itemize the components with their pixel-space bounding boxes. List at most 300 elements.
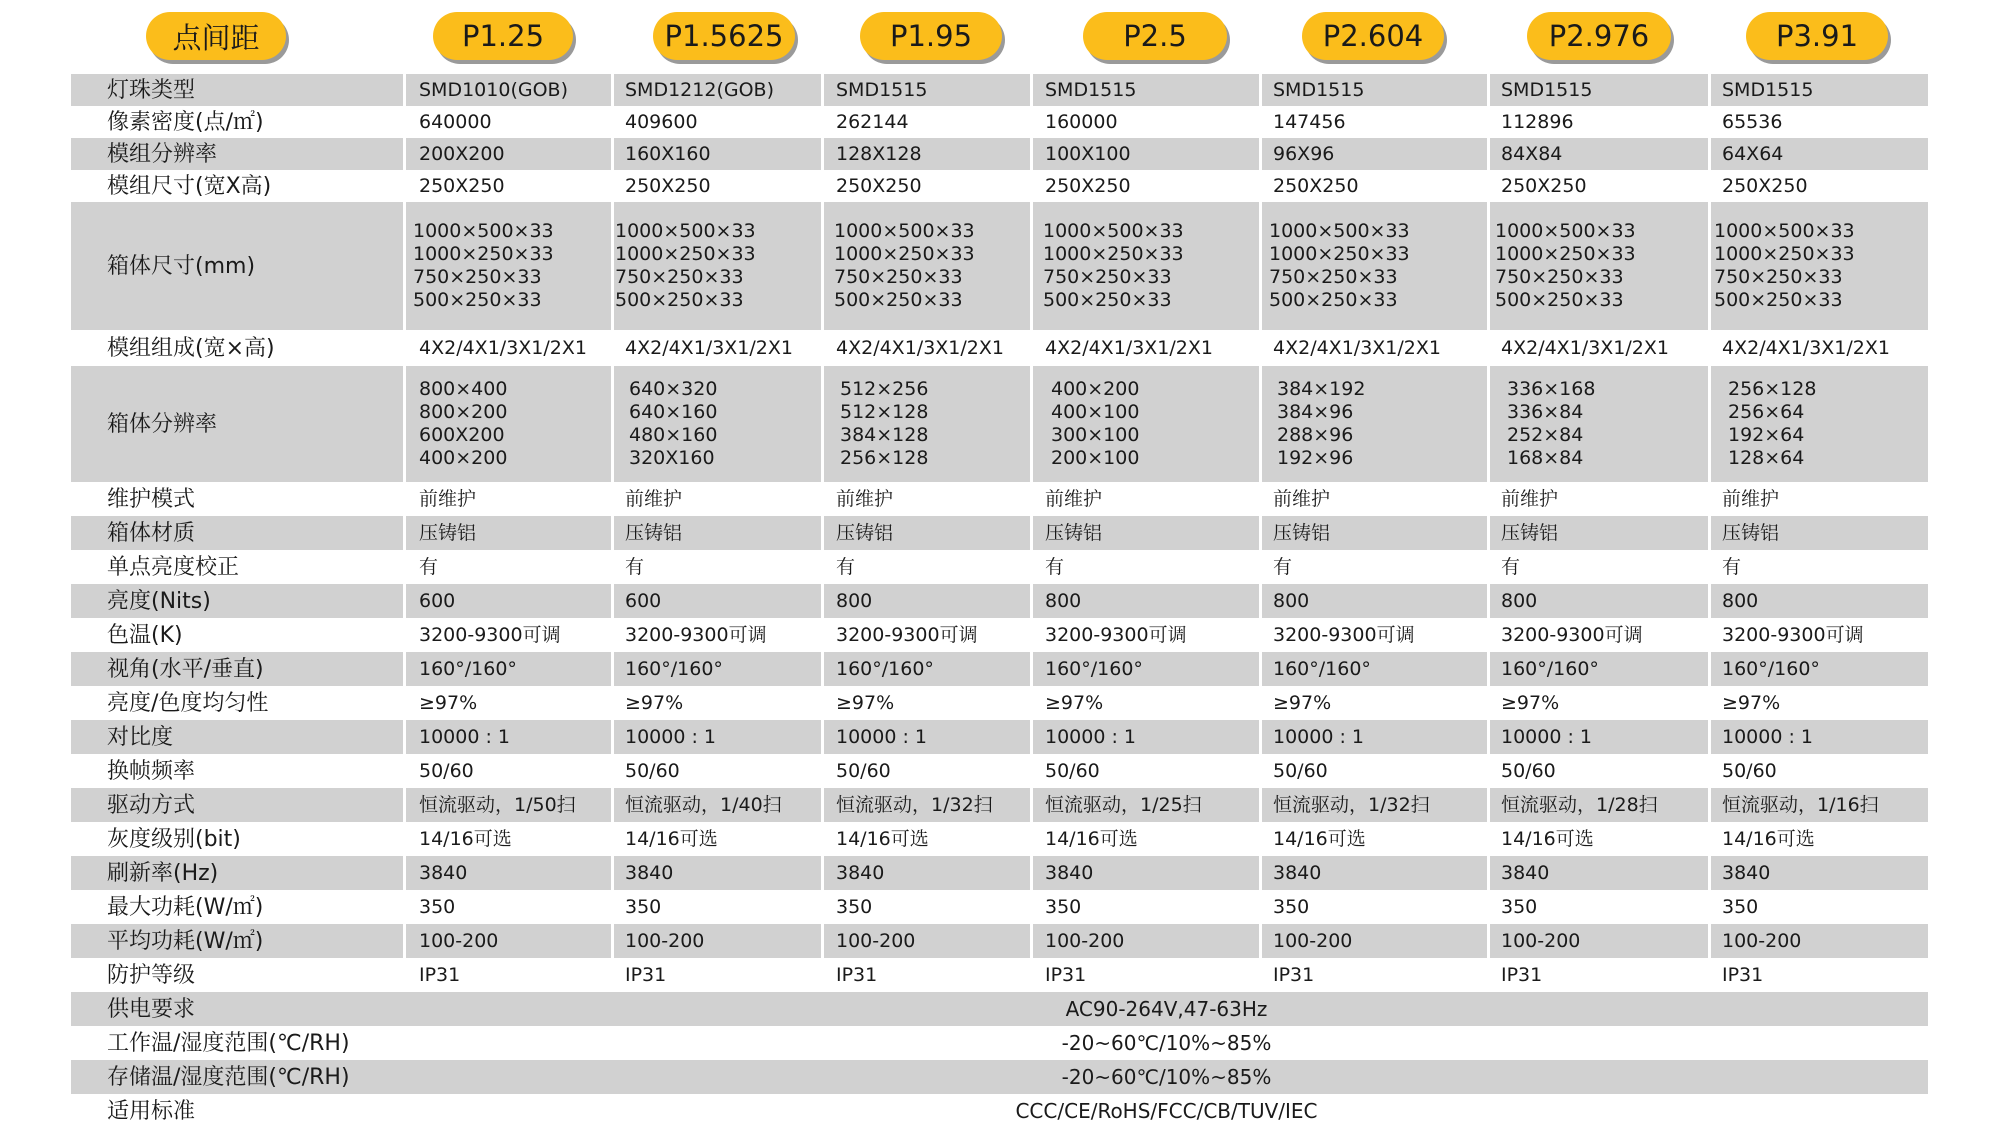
value-cell: 100-200	[625, 929, 705, 952]
value-line: 750×250×33	[834, 266, 963, 288]
value-cell: 350	[1501, 895, 1538, 918]
value-cell: 4X2/4X1/3X1/2X1	[1273, 336, 1441, 359]
value-cell: 160000	[1045, 110, 1118, 133]
value-cell: 3200-9300可调	[1501, 623, 1643, 646]
row-label: 适用标准	[107, 1098, 196, 1124]
column-divider	[1030, 584, 1033, 618]
spec-row	[71, 992, 1928, 1026]
column-divider	[403, 516, 406, 550]
value-line: 1000×250×33	[1714, 243, 1855, 265]
column-divider	[1708, 366, 1711, 482]
pitch-pill-5: P2.976	[1527, 12, 1671, 60]
column-divider	[821, 516, 824, 550]
value-cell: 14/16可选	[836, 827, 929, 850]
column-divider	[403, 652, 406, 686]
value-cell: 3840	[836, 861, 885, 884]
value-cell: 4X2/4X1/3X1/2X1	[1045, 336, 1213, 359]
spec-row	[71, 924, 1928, 958]
value-cell: 350	[1722, 895, 1759, 918]
value-cell: 10000 : 1	[1273, 725, 1365, 748]
value-line: 500×250×33	[1495, 289, 1624, 311]
column-divider	[1708, 202, 1711, 330]
row-label: 单点亮度校正	[107, 554, 240, 580]
value-line: 1000×500×33	[1043, 220, 1184, 242]
value-cell: 128X128	[836, 142, 922, 165]
value-cell: 350	[1045, 895, 1082, 918]
spec-row	[71, 822, 1928, 856]
row-label: 箱体材质	[107, 520, 196, 546]
value-cell: IP31	[625, 963, 667, 986]
value-cell: 100-200	[419, 929, 499, 952]
value-cell: 250X250	[419, 174, 505, 197]
value-cell: 100X100	[1045, 142, 1131, 165]
pitch-pill-4: P2.604	[1302, 12, 1444, 60]
value-cell: 600	[625, 589, 662, 612]
column-divider	[611, 856, 614, 890]
value-cell: 14/16可选	[1722, 827, 1815, 850]
row-label: 存储温/湿度范围(℃/RH)	[71, 1060, 405, 1094]
value-cell: 4X2/4X1/3X1/2X1	[419, 336, 587, 359]
column-divider	[611, 138, 614, 170]
value-cell	[840, 366, 928, 482]
column-divider	[1487, 584, 1490, 618]
value-cell: 3840	[625, 861, 674, 884]
value-cell: 前维护	[1045, 487, 1103, 510]
value-cell: ≥97%	[1273, 691, 1332, 714]
value-cell: 10000 : 1	[1501, 725, 1593, 748]
column-divider	[821, 74, 824, 106]
spec-row	[71, 1026, 1928, 1060]
row-label: 箱体尺寸(mm)	[107, 253, 256, 279]
value-cell: 3840	[419, 861, 468, 884]
spec-row	[71, 958, 1928, 992]
value-line: 800×200	[419, 401, 508, 423]
column-divider	[611, 366, 614, 482]
value-cell: 50/60	[625, 759, 680, 782]
row-label: 亮度/色度均匀性	[107, 690, 269, 716]
value-cell: 84X84	[1501, 142, 1563, 165]
value-line: 1000×250×33	[1269, 243, 1410, 265]
value-cell: SMD1515	[1501, 78, 1593, 101]
value-line: 400×200	[1051, 378, 1140, 400]
column-divider	[403, 856, 406, 890]
column-divider	[611, 788, 614, 822]
column-divider	[1259, 788, 1262, 822]
value-cell: 160°/160°	[1501, 657, 1599, 680]
column-divider	[1708, 516, 1711, 550]
value-line: 750×250×33	[1495, 266, 1624, 288]
spec-row	[71, 1060, 1928, 1094]
value-cell: SMD1515	[836, 78, 928, 101]
value-cell: 350	[836, 895, 873, 918]
column-divider	[821, 924, 824, 958]
value-cell: 100-200	[836, 929, 916, 952]
value-cell: 前维护	[419, 487, 477, 510]
column-divider	[821, 788, 824, 822]
value-cell: 压铸铝	[1501, 521, 1559, 544]
value-cell: 350	[419, 895, 456, 918]
column-divider	[1487, 924, 1490, 958]
value-line: 1000×500×33	[834, 220, 975, 242]
value-cell: IP31	[1273, 963, 1315, 986]
column-divider	[1708, 856, 1711, 890]
value-cell: 4X2/4X1/3X1/2X1	[836, 336, 1004, 359]
column-divider	[403, 366, 406, 482]
row-label: 模组分辨率	[107, 141, 218, 167]
value-cell: 前维护	[1501, 487, 1559, 510]
pitch-pill-3: P2.5	[1083, 12, 1227, 60]
value-line: 1000×250×33	[834, 243, 975, 265]
value-cell: 3200-9300可调	[1722, 623, 1864, 646]
column-divider	[1030, 202, 1033, 330]
pitch-pill-1: P1.5625	[653, 12, 795, 60]
column-divider	[1487, 788, 1490, 822]
column-divider	[1708, 652, 1711, 686]
span-value: AC90-264V,47-63Hz	[405, 992, 1928, 1026]
column-divider	[1487, 202, 1490, 330]
column-divider	[403, 202, 406, 330]
column-divider	[1708, 720, 1711, 754]
value-cell: 3200-9300可调	[1045, 623, 1187, 646]
column-divider	[1487, 720, 1490, 754]
column-divider	[1487, 74, 1490, 106]
value-cell	[1043, 202, 1184, 330]
value-cell: SMD1212(GOB)	[625, 78, 774, 101]
column-divider	[403, 74, 406, 106]
column-divider	[1708, 924, 1711, 958]
value-cell: 250X250	[1045, 174, 1131, 197]
column-divider	[1259, 138, 1262, 170]
value-cell: 96X96	[1273, 142, 1335, 165]
row-label: 灯珠类型	[107, 77, 196, 103]
column-divider	[1487, 856, 1490, 890]
column-divider	[1487, 138, 1490, 170]
header-label-pill: 点间距	[146, 12, 286, 60]
value-line: 256×128	[840, 447, 929, 469]
column-divider	[611, 202, 614, 330]
value-cell: 160°/160°	[625, 657, 723, 680]
value-line: 1000×250×33	[413, 243, 554, 265]
value-cell: 100-200	[1273, 929, 1353, 952]
value-cell: 3840	[1045, 861, 1094, 884]
value-cell: 250X250	[625, 174, 711, 197]
value-line: 336×168	[1507, 378, 1596, 400]
row-label: 对比度	[107, 724, 174, 750]
value-cell: 800	[1722, 589, 1759, 612]
value-line: 600X200	[419, 424, 505, 446]
column-divider	[403, 788, 406, 822]
spec-row	[71, 1094, 1928, 1128]
value-cell: 有	[625, 555, 645, 578]
row-label: 模组组成(宽×高)	[107, 335, 275, 361]
column-divider	[403, 138, 406, 170]
value-cell: 160°/160°	[1273, 657, 1371, 680]
column-divider	[1259, 856, 1262, 890]
value-cell: 4X2/4X1/3X1/2X1	[1722, 336, 1890, 359]
value-cell: 前维护	[1273, 487, 1331, 510]
value-cell: ≥97%	[1501, 691, 1560, 714]
value-cell: ≥97%	[1045, 691, 1104, 714]
value-cell: IP31	[419, 963, 461, 986]
value-cell: 恒流驱动，1/28扫	[1501, 793, 1658, 816]
value-cell: 65536	[1722, 110, 1783, 133]
value-cell: 14/16可选	[419, 827, 512, 850]
spec-row	[71, 890, 1928, 924]
value-cell	[413, 202, 554, 330]
value-cell: 恒流驱动，1/50扫	[419, 793, 576, 816]
value-cell: 3840	[1273, 861, 1322, 884]
column-divider	[1259, 74, 1262, 106]
value-cell: 4X2/4X1/3X1/2X1	[625, 336, 793, 359]
column-divider	[1487, 516, 1490, 550]
row-label: 像素密度(点/㎡)	[107, 109, 264, 135]
value-cell: SMD1515	[1045, 78, 1137, 101]
value-cell: 200X200	[419, 142, 505, 165]
value-cell: 409600	[625, 110, 698, 133]
column-divider	[1030, 788, 1033, 822]
value-line: 200×100	[1051, 447, 1140, 469]
spec-row	[71, 202, 1928, 330]
value-line: 320X160	[629, 447, 715, 469]
column-divider	[1259, 366, 1262, 482]
spec-row	[71, 106, 1928, 138]
spec-row	[71, 652, 1928, 686]
value-cell: ≥97%	[1722, 691, 1781, 714]
value-line: 1000×500×33	[1714, 220, 1855, 242]
value-line: 1000×500×33	[1269, 220, 1410, 242]
value-cell: 112896	[1501, 110, 1574, 133]
spec-table	[71, 74, 1928, 1128]
value-cell: SMD1010(GOB)	[419, 78, 568, 101]
value-cell: 恒流驱动，1/32扫	[836, 793, 993, 816]
value-cell: 64X64	[1722, 142, 1784, 165]
value-cell: 有	[1722, 555, 1742, 578]
value-cell: 100-200	[1045, 929, 1125, 952]
value-line: 336×84	[1507, 401, 1584, 423]
value-cell: 50/60	[419, 759, 474, 782]
value-line: 384×128	[840, 424, 929, 446]
value-cell: 前维护	[625, 487, 683, 510]
value-line: 384×96	[1277, 401, 1354, 423]
row-label: 模组尺寸(宽X高)	[107, 173, 272, 199]
column-divider	[611, 924, 614, 958]
value-cell: 10000 : 1	[419, 725, 511, 748]
value-cell	[1714, 202, 1855, 330]
value-line: 1000×500×33	[1495, 220, 1636, 242]
value-line: 750×250×33	[1714, 266, 1843, 288]
row-label: 色温(K)	[107, 622, 183, 648]
value-cell	[1495, 202, 1636, 330]
value-line: 512×128	[840, 401, 929, 423]
value-cell: 3200-9300可调	[1273, 623, 1415, 646]
spec-row	[71, 550, 1928, 584]
column-divider	[611, 652, 614, 686]
value-cell: 前维护	[836, 487, 894, 510]
value-cell: 前维护	[1722, 487, 1780, 510]
column-divider	[821, 138, 824, 170]
value-cell: SMD1515	[1273, 78, 1365, 101]
spec-row	[71, 366, 1928, 482]
column-divider	[1030, 720, 1033, 754]
value-cell: 800	[836, 589, 873, 612]
value-line: 256×128	[1728, 378, 1817, 400]
value-line: 512×256	[840, 378, 929, 400]
value-cell: 100-200	[1501, 929, 1581, 952]
value-cell: 3200-9300可调	[625, 623, 767, 646]
value-cell: 压铸铝	[1273, 521, 1331, 544]
value-cell: 10000 : 1	[625, 725, 717, 748]
value-cell: SMD1515	[1722, 78, 1814, 101]
value-cell	[1269, 202, 1410, 330]
column-divider	[611, 516, 614, 550]
span-value: CCC/CE/RoHS/FCC/CB/TUV/IEC	[1015, 1099, 1318, 1123]
value-cell: 50/60	[1045, 759, 1100, 782]
pitch-pill-6: P3.91	[1746, 12, 1888, 60]
spec-row	[71, 856, 1928, 890]
column-divider	[821, 584, 824, 618]
value-cell: 14/16可选	[1501, 827, 1594, 850]
value-line: 1000×500×33	[615, 220, 756, 242]
spec-row	[71, 482, 1928, 516]
value-line: 256×64	[1728, 401, 1805, 423]
value-line: 288×96	[1277, 424, 1354, 446]
value-cell: IP31	[1722, 963, 1764, 986]
value-cell: 压铸铝	[1045, 521, 1103, 544]
value-cell: 100-200	[1722, 929, 1802, 952]
value-cell: 160X160	[625, 142, 711, 165]
row-label: 工作温/湿度范围(℃/RH)	[107, 1030, 350, 1056]
value-cell: 600	[419, 589, 456, 612]
value-cell: 250X250	[836, 174, 922, 197]
value-line: 192×96	[1277, 447, 1354, 469]
row-label: 灰度级别(bit)	[107, 826, 241, 852]
value-line: 500×250×33	[615, 289, 744, 311]
pitch-pill-0: P1.25	[433, 12, 573, 60]
value-cell: 压铸铝	[419, 521, 477, 544]
value-cell: 50/60	[836, 759, 891, 782]
value-cell	[834, 202, 975, 330]
value-line: 1000×250×33	[615, 243, 756, 265]
value-line: 640×320	[629, 378, 718, 400]
value-cell: 160°/160°	[1045, 657, 1143, 680]
value-cell: 262144	[836, 110, 909, 133]
value-cell: IP31	[1045, 963, 1087, 986]
column-divider	[611, 584, 614, 618]
row-label: 驱动方式	[107, 792, 196, 818]
value-cell: 有	[1501, 555, 1521, 578]
column-divider	[1030, 516, 1033, 550]
value-cell: 800	[1501, 589, 1538, 612]
row-label: 供电要求	[71, 992, 405, 1026]
value-line: 1000×500×33	[413, 220, 554, 242]
column-divider	[1708, 138, 1711, 170]
value-line: 480×160	[629, 424, 718, 446]
column-divider	[1259, 202, 1262, 330]
value-cell	[419, 366, 507, 482]
value-cell: 有	[419, 555, 439, 578]
value-cell: 160°/160°	[419, 657, 517, 680]
value-cell: 160°/160°	[1722, 657, 1820, 680]
value-cell: 有	[1273, 555, 1293, 578]
value-cell: 640000	[419, 110, 492, 133]
spec-row	[71, 788, 1928, 822]
spec-row	[71, 754, 1928, 788]
value-cell: 250X250	[1273, 174, 1359, 197]
row-label: 箱体分辨率	[107, 411, 218, 437]
value-cell: 恒流驱动，1/16扫	[1722, 793, 1879, 816]
column-divider	[1487, 366, 1490, 482]
row-label: 视角(水平/垂直)	[107, 656, 264, 682]
value-line: 750×250×33	[413, 266, 542, 288]
value-line: 192×64	[1728, 424, 1805, 446]
value-line: 300×100	[1051, 424, 1140, 446]
value-cell: 有	[1045, 555, 1065, 578]
value-cell: 147456	[1273, 110, 1346, 133]
value-line: 1000×250×33	[1043, 243, 1184, 265]
row-label: 换帧频率	[107, 758, 196, 784]
spec-row	[71, 584, 1928, 618]
value-line: 500×250×33	[1043, 289, 1172, 311]
value-cell: 有	[836, 555, 856, 578]
row-label: 维护模式	[107, 486, 196, 512]
row-label: 平均功耗(W/㎡)	[107, 928, 264, 954]
spec-row	[71, 170, 1928, 202]
column-divider	[1487, 652, 1490, 686]
column-divider	[1259, 584, 1262, 618]
value-cell: 350	[625, 895, 662, 918]
column-divider	[1030, 924, 1033, 958]
column-divider	[1030, 652, 1033, 686]
value-cell	[1728, 366, 1816, 482]
column-divider	[611, 720, 614, 754]
value-line: 500×250×33	[1269, 289, 1398, 311]
value-cell: 10000 : 1	[1045, 725, 1137, 748]
value-cell: 800	[1045, 589, 1082, 612]
row-label: 刷新率(Hz)	[107, 860, 219, 886]
spec-row	[71, 686, 1928, 720]
value-line: 500×250×33	[834, 289, 963, 311]
row-label: 亮度(Nits)	[107, 588, 211, 614]
value-cell	[1277, 366, 1365, 482]
value-cell	[629, 366, 717, 482]
column-divider	[1030, 74, 1033, 106]
value-cell: 恒流驱动，1/40扫	[625, 793, 782, 816]
value-cell: 250X250	[1501, 174, 1587, 197]
column-divider	[1030, 366, 1033, 482]
value-cell: IP31	[836, 963, 878, 986]
column-divider	[403, 720, 406, 754]
value-cell: 恒流驱动，1/32扫	[1273, 793, 1430, 816]
value-cell: 3840	[1501, 861, 1550, 884]
column-divider	[821, 856, 824, 890]
pitch-pill-2: P1.95	[860, 12, 1002, 60]
value-line: 1000×250×33	[1495, 243, 1636, 265]
value-cell: 160°/160°	[836, 657, 934, 680]
value-line: 400×100	[1051, 401, 1140, 423]
value-cell: 3840	[1722, 861, 1771, 884]
value-cell: 压铸铝	[625, 521, 683, 544]
column-divider	[1259, 720, 1262, 754]
column-divider	[1708, 584, 1711, 618]
value-cell: 10000 : 1	[1722, 725, 1814, 748]
value-line: 128×64	[1728, 447, 1805, 469]
value-cell: ≥97%	[419, 691, 478, 714]
column-divider	[821, 720, 824, 754]
value-line: 640×160	[629, 401, 718, 423]
value-cell: 250X250	[1722, 174, 1808, 197]
spec-row	[71, 138, 1928, 170]
value-cell: 50/60	[1501, 759, 1556, 782]
